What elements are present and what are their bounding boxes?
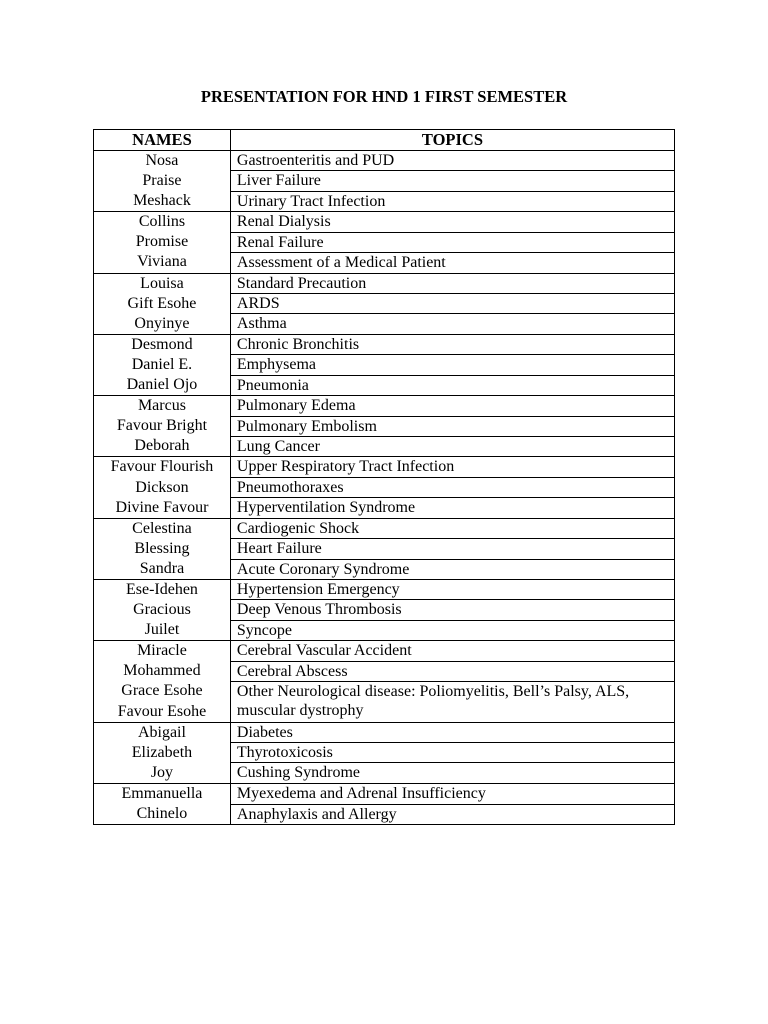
table-row <box>94 212 675 232</box>
topic-cell: Deep Venous Thrombosis <box>230 600 674 620</box>
topic-cell: Gastroenteritis and PUD <box>230 151 674 171</box>
presentation-schedule-table <box>93 129 675 825</box>
table-row <box>94 579 675 599</box>
student-name: Joy <box>150 763 174 781</box>
student-name: Favour Esohe <box>117 702 207 720</box>
names-column-header: NAMES <box>94 130 231 151</box>
topic-cell: Heart Failure <box>230 539 674 559</box>
table-row <box>94 722 675 742</box>
topic-cell: Standard Precaution <box>230 273 674 293</box>
names-cell <box>94 457 231 518</box>
topic-cell: Cerebral Abscess <box>230 661 674 681</box>
table-body <box>94 151 675 825</box>
names-cell <box>94 722 231 783</box>
student-name: Emmanuella <box>121 784 203 802</box>
topic-cell: Urinary Tract Infection <box>230 191 674 211</box>
topic-cell: Pulmonary Embolism <box>230 416 674 436</box>
student-name: Dickson <box>135 478 189 496</box>
topic-cell: ARDS <box>230 293 674 313</box>
student-name: Mohammed <box>123 662 201 680</box>
student-name: Praise <box>142 172 182 190</box>
topic-cell: Hypertension Emergency <box>230 579 674 599</box>
names-cell <box>94 273 231 334</box>
topic-cell: Hyperventilation Syndrome <box>230 498 674 518</box>
topic-cell: Cardiogenic Shock <box>230 518 674 538</box>
table-row <box>94 457 675 477</box>
topic-cell: Diabetes <box>230 722 674 742</box>
student-name: Miracle <box>137 642 187 660</box>
table-row <box>94 783 675 804</box>
table-header-row <box>94 130 675 151</box>
topic-cell: Assessment of a Medical Patient <box>230 253 674 273</box>
names-cell <box>94 212 231 273</box>
topic-cell: Other Neurological disease: Poliomyelitis, Bell’s Palsy, ALS, muscular dystrophy <box>230 681 674 722</box>
table-row <box>94 151 675 171</box>
student-name: Ese-Idehen <box>125 580 198 598</box>
topic-cell: Chronic Bronchitis <box>230 334 674 354</box>
table-row <box>94 518 675 538</box>
names-cell <box>94 396 231 457</box>
student-name: Collins <box>138 213 186 231</box>
student-name: Abigail <box>137 723 186 741</box>
topic-cell: Pulmonary Edema <box>230 396 674 416</box>
topic-cell: Thyrotoxicosis <box>230 743 674 763</box>
student-name: Juilet <box>144 621 180 639</box>
topic-cell: Syncope <box>230 620 674 640</box>
student-name: Promise <box>135 233 189 251</box>
topic-cell: Asthma <box>230 314 674 334</box>
student-name: Divine Favour <box>115 498 209 516</box>
table-row <box>94 396 675 416</box>
topics-column-header: TOPICS <box>230 130 674 151</box>
student-name: Nosa <box>145 152 179 169</box>
student-name: Favour Flourish <box>110 458 214 476</box>
table-row <box>94 641 675 661</box>
student-name: Elizabeth <box>131 743 193 761</box>
table-row <box>94 273 675 293</box>
student-name: Viviana <box>137 253 187 271</box>
topic-cell: Upper Respiratory Tract Infection <box>230 457 674 477</box>
student-name: Louisa <box>140 274 184 292</box>
topic-cell: Acute Coronary Syndrome <box>230 559 674 579</box>
topic-cell: Renal Dialysis <box>230 212 674 232</box>
topic-cell: Cerebral Vascular Accident <box>230 641 674 661</box>
student-name: Desmond <box>131 335 193 353</box>
student-name: Celestina <box>132 519 192 537</box>
student-name: Gift Esohe <box>127 294 197 312</box>
student-name: Onyinye <box>134 314 190 332</box>
topic-cell: Liver Failure <box>230 171 674 191</box>
topic-cell: Pneumothoraxes <box>230 477 674 497</box>
student-name: Meshack <box>133 192 191 210</box>
student-name: Blessing <box>134 539 190 557</box>
names-cell <box>94 783 231 824</box>
topic-cell: Lung Cancer <box>230 436 674 456</box>
names-cell <box>94 151 231 212</box>
student-name: Deborah <box>134 437 190 455</box>
student-name: Daniel Ojo <box>126 376 198 394</box>
topic-cell: Pneumonia <box>230 375 674 395</box>
student-name: Favour Bright <box>116 417 208 435</box>
student-name: Daniel E. <box>131 355 193 373</box>
topic-cell: Anaphylaxis and Allergy <box>230 804 674 825</box>
student-name: Grace Esohe <box>121 682 203 700</box>
names-cell <box>94 518 231 579</box>
student-name: Marcus <box>137 397 186 415</box>
student-name: Gracious <box>133 601 191 619</box>
student-name: Sandra <box>139 559 185 577</box>
topic-cell: Renal Failure <box>230 232 674 252</box>
table-row <box>94 334 675 354</box>
topic-cell: Cushing Syndrome <box>230 763 674 783</box>
topic-cell: Emphysema <box>230 355 674 375</box>
names-cell <box>94 579 231 640</box>
document-title: PRESENTATION FOR HND 1 FIRST SEMESTER <box>200 87 568 106</box>
names-cell <box>94 641 231 722</box>
student-name: Chinelo <box>136 805 188 822</box>
topic-cell: Myexedema and Adrenal Insufficiency <box>230 783 674 804</box>
names-cell <box>94 334 231 395</box>
